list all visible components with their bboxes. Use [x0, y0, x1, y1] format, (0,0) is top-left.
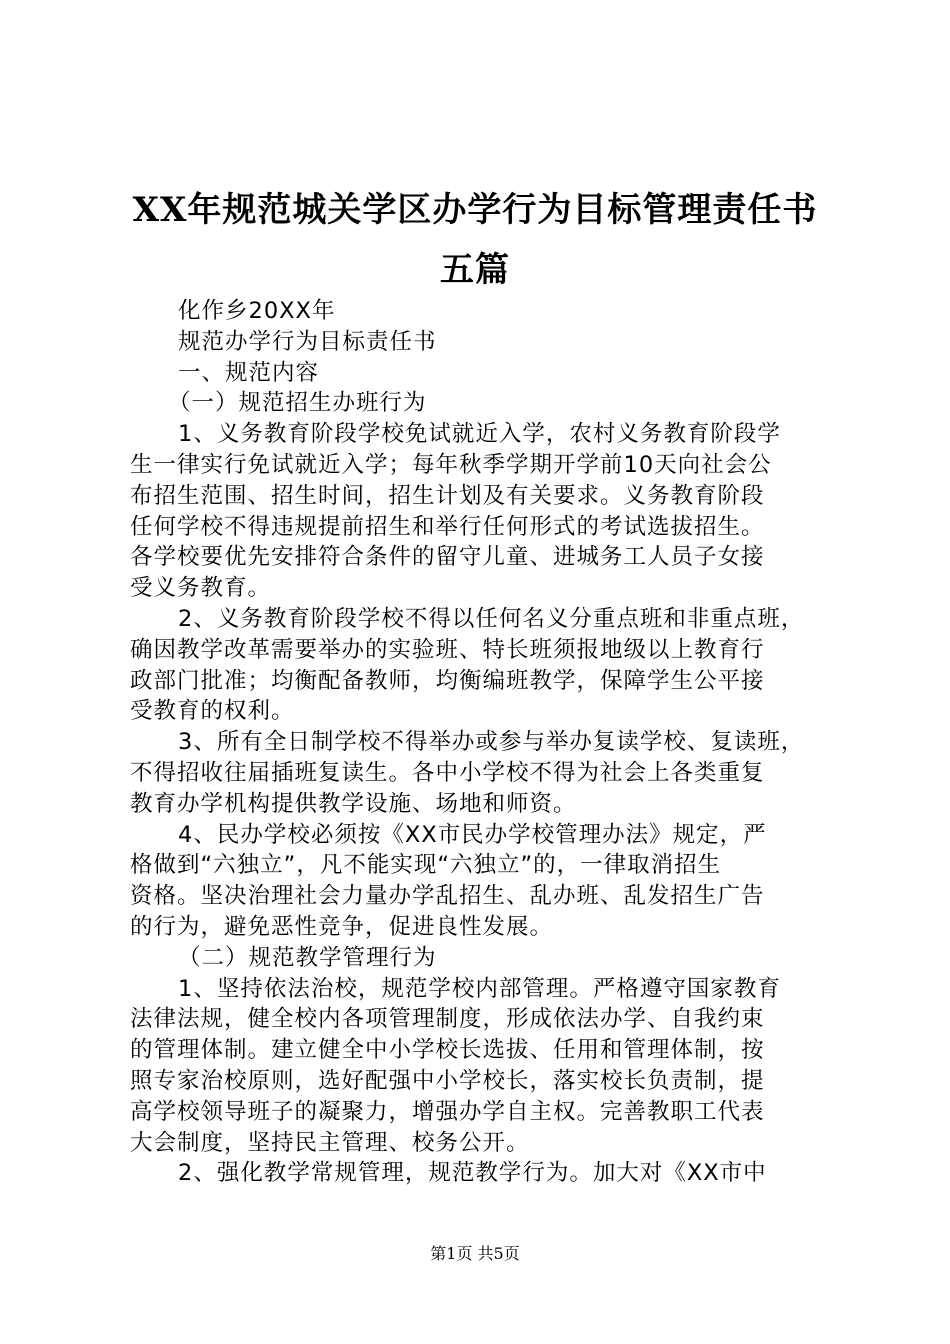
page-footer: 第1页 共5页 [430, 1244, 520, 1263]
body-line: （二）规范教学管理行为 [178, 944, 437, 971]
body-line: 4、民办学校必须按《XX市民办学校管理办法》规定，严 [178, 821, 767, 848]
body-line: 资格。坚决治理社会力量办学乱招生、乱办班、乱发招生广告 [130, 883, 765, 910]
body-line: 1、义务教育阶段学校免试就近入学，农村义务教育阶段学 [178, 421, 781, 448]
body-line: 3、所有全日制学校不得举办或参与举办复读学校、复读班， [178, 729, 805, 756]
body-line: 法律法规，健全校内各项管理制度，形成依法办学、自我约束 [130, 1006, 765, 1033]
body-line: 高学校领导班子的凝聚力，增强办学自主权。完善教职工代表 [130, 1098, 765, 1125]
body-line: 一、规范内容 [178, 359, 320, 386]
document-body [130, 296, 840, 1189]
body-line: 2、强化教学常规管理，规范教学行为。加大对《XX市中 [178, 1160, 767, 1187]
body-line: 2、义务教育阶段学校不得以任何名义分重点班和非重点班， [178, 605, 805, 632]
body-line: 1、坚持依法治校，规范学校内部管理。严格遵守国家教育 [178, 975, 781, 1002]
body-line: 确因教学改革需要举办的实验班、特长班须报地级以上教育行 [130, 636, 765, 663]
body-line: 化作乡20XX年 [178, 298, 336, 324]
body-line: 格做到“六独立”，凡不能实现“六独立”的，一律取消招生 [130, 852, 722, 879]
body-line: 的管理体制。建立健全中小学校长选拔、任用和管理体制，按 [130, 1037, 765, 1064]
body-line: 大会制度，坚持民主管理、校务公开。 [130, 1129, 530, 1156]
body-line: 的行为，避免恶性竞争，促进良性发展。 [130, 913, 554, 940]
body-line: 受教育的权利。 [130, 698, 295, 725]
document-title-line-1: XX年规范城关学区办学行为目标管理责任书 [132, 190, 818, 230]
body-line: 受义务教育。 [130, 575, 272, 602]
body-line: （一）规范招生办班行为 [168, 390, 427, 417]
body-line: 生一律实行免试就近入学；每年秋季学期开学前10天向社会公 [130, 451, 772, 478]
body-line: 布招生范围、招生时间，招生计划及有关要求。义务教育阶段 [130, 482, 765, 509]
body-line: 教育办学机构提供教学设施、场地和师资。 [130, 790, 577, 817]
document-title-line-2: 五篇 [440, 250, 510, 290]
body-line: 任何学校不得违规提前招生和举行任何形式的考试选拔招生。 [130, 513, 765, 540]
body-line: 政部门批准；均衡配备教师，均衡编班教学，保障学生公平接 [130, 667, 765, 694]
body-line: 照专家治校原则，选好配强中小学校长，落实校长负责制，提 [130, 1067, 765, 1094]
body-line: 不得招收往届插班复读生。各中小学校不得为社会上各类重复 [130, 759, 765, 786]
body-line: 各学校要优先安排符合条件的留守儿童、进城务工人员子女接 [130, 544, 765, 571]
body-line: 规范办学行为目标责任书 [178, 328, 437, 355]
